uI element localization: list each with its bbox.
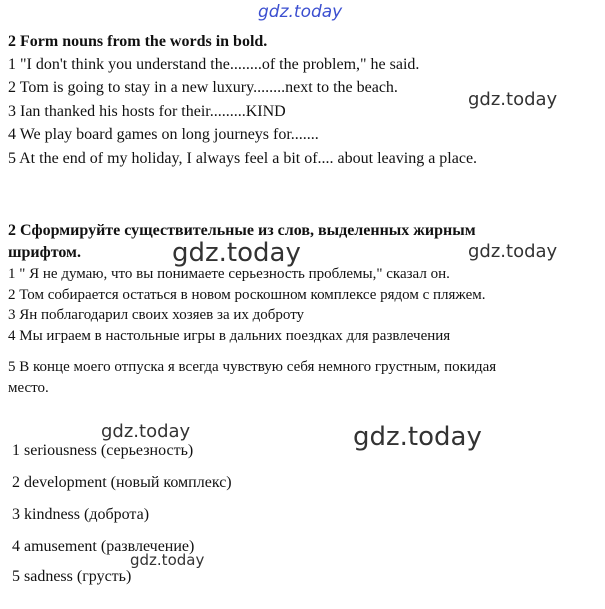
russian-item-3: 3 Ян поблагодарил своих хозяев за их доброту <box>8 307 305 323</box>
watermark-top: gdz.today <box>258 2 343 22</box>
russian-item-1: 1 " Я не думаю, что вы понимаете серьезность проблемы," сказал он. <box>8 266 450 282</box>
russian-item-4: 4 Мы играем в настольные игры в дальних поездках для развлечения <box>8 328 451 344</box>
watermark-bottom: gdz.today <box>130 551 205 569</box>
watermark-right-upper: gdz.today <box>468 89 558 110</box>
english-item-4: 4 We play board games on long journeys for....... <box>8 126 319 143</box>
russian-item-5-line2: место. <box>8 380 49 396</box>
watermark-center-large: gdz.today <box>172 238 301 268</box>
answer-1: 1 seriousness (серьезность) <box>12 442 194 459</box>
watermark-right-middle: gdz.today <box>468 241 558 262</box>
watermark-center-answers: gdz.today <box>353 422 482 452</box>
russian-item-5-line1: 5 В конце моего отпуска я всегда чувствую себя немного грустным, покидая <box>8 359 497 375</box>
answer-2: 2 development (новый комплекс) <box>12 474 232 491</box>
answer-4: 4 amusement (развлечение) <box>12 538 195 555</box>
watermark-left-answers: gdz.today <box>101 421 191 442</box>
english-item-3: 3 Ian thanked his hosts for their.........KIND <box>8 103 286 120</box>
answer-3: 3 kindness (доброта) <box>12 506 150 523</box>
english-item-1: 1 "I don't think you understand the........of the problem," he said. <box>8 56 420 73</box>
russian-item-2: 2 Том собирается остаться в новом роскошном комплексе рядом с пляжем. <box>8 287 486 303</box>
answer-5: 5 sadness (грусть) <box>12 568 132 585</box>
russian-task-heading-line2: шрифтом. <box>8 244 81 261</box>
russian-task-heading-line1: 2 Сформируйте существительные из слов, выделенных жирным <box>8 222 476 239</box>
english-task-heading: 2 Form nouns from the words in bold. <box>8 33 268 50</box>
english-item-2: 2 Tom is going to stay in a new luxury........next to the beach. <box>8 79 398 96</box>
english-item-5: 5 At the end of my holiday, I always feel a bit of.... about leaving a place. <box>8 150 478 167</box>
